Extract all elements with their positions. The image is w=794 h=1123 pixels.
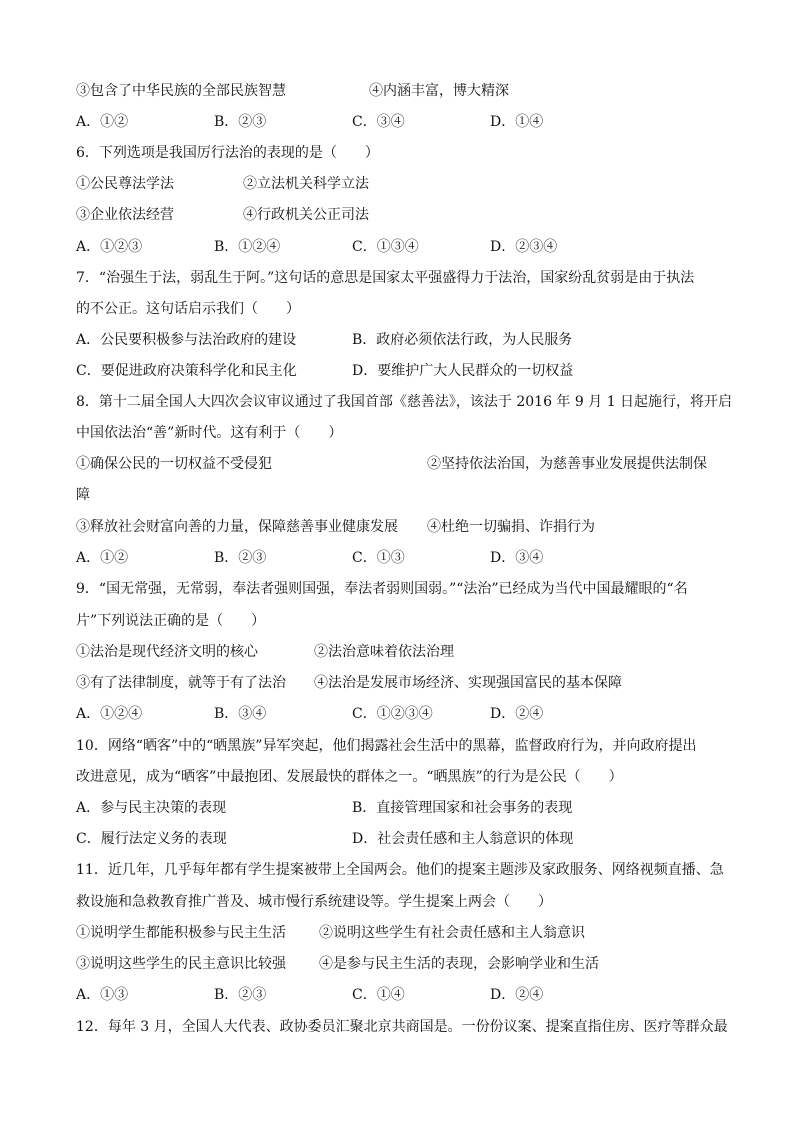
q9-item-3: ③有了法律制度，就等于有了法治 bbox=[76, 675, 286, 691]
q7-option-d: D．要维护广大人民群众的一切权益 bbox=[352, 363, 574, 379]
q9-item-4: ④法治是发展市场经济、实现强国富民的基本保障 bbox=[314, 675, 622, 691]
q10-option-b: B．直接管理国家和社会事务的表现 bbox=[352, 800, 573, 816]
q10-stem-line-2: 改进意见，成为“晒客”中最抱团、发展最快的群体之一。“晒黑族”的行为是公民（ ） bbox=[76, 769, 623, 785]
q9-option-a: A．①②④ bbox=[76, 706, 143, 722]
q10-option-d: D．社会责任感和主人翁意识的体现 bbox=[352, 831, 574, 847]
q6-option-c: C．①③④ bbox=[352, 239, 419, 255]
q8-item-2-continued: 障 bbox=[76, 487, 90, 503]
q8-item-1: ①确保公民的一切权益不受侵犯 bbox=[76, 456, 272, 472]
q6-item-3: ③企业依法经营 bbox=[76, 207, 174, 223]
q10-stem-line-1: 10．网络“晒客”中的“晒黑族”异军突起，他们揭露社会生活中的黑幕，监督政府行为，并向政府提出 bbox=[76, 738, 697, 754]
q11-stem-line-1: 11．近几年，几乎每年都有学生提案被带上全国两会。他们的提案主题涉及家政服务、网络视频直播、急 bbox=[76, 862, 724, 878]
q6-item-4: ④行政机关公正司法 bbox=[243, 207, 369, 223]
q5-item-4: ④内涵丰富，博大精深 bbox=[369, 83, 509, 99]
q8-option-b: B．②③ bbox=[214, 550, 267, 566]
q9-option-c: C．①②③④ bbox=[352, 706, 433, 722]
q8-item-4: ④杜绝一切骗捐、诈捐行为 bbox=[427, 519, 595, 535]
q11-option-c: C．①④ bbox=[352, 987, 405, 1003]
q6-option-a: A．①②③ bbox=[76, 239, 143, 255]
q11-stem-line-2: 救设施和急救教育推广普及、城市慢行系统建设等。学生提案上两会（ ） bbox=[76, 894, 552, 910]
q7-stem-line-2: 的不公正。这句话启示我们（ ） bbox=[76, 301, 300, 317]
q9-item-1: ①法治是现代经济文明的核心 bbox=[76, 644, 258, 660]
q8-stem-line-2: 中国依法治“善”新时代。这有利于（ ） bbox=[76, 425, 343, 441]
q8-item-3: ③释放社会财富向善的力量，保障慈善事业健康发展 bbox=[76, 519, 398, 535]
q8-option-d: D．③④ bbox=[490, 550, 544, 566]
q8-option-c: C．①③ bbox=[352, 550, 405, 566]
q5-option-b: B．②③ bbox=[214, 114, 267, 130]
q11-option-d: D．②④ bbox=[490, 987, 544, 1003]
q6-item-1: ①公民尊法学法 bbox=[76, 176, 174, 192]
q10-option-a: A．参与民主决策的表现 bbox=[76, 800, 227, 816]
q6-item-2: ②立法机关科学立法 bbox=[243, 176, 369, 192]
q5-item-3: ③包含了中华民族的全部民族智慧 bbox=[76, 83, 286, 99]
q7-option-c: C．要促进政府决策科学化和民主化 bbox=[76, 363, 297, 379]
q11-item-1: ①说明学生都能积极参与民主生活 bbox=[76, 925, 286, 941]
q8-option-a: A．①② bbox=[76, 550, 129, 566]
q11-item-3: ③说明这些学生的民主意识比较强 bbox=[76, 956, 286, 972]
q6-option-d: D．②③④ bbox=[490, 239, 558, 255]
q12-stem-line-1: 12．每年 3 月，全国人大代表、政协委员汇聚北京共商国是。一份份议案、提案直指住房、医疗等群众最 bbox=[76, 1019, 728, 1035]
q11-option-b: B．②③ bbox=[214, 987, 267, 1003]
q9-stem-line-2: 片”下列说法正确的是（ ） bbox=[76, 613, 266, 629]
q11-item-2: ②说明这些学生有社会责任感和主人翁意识 bbox=[319, 925, 585, 941]
q10-option-c: C．履行法定义务的表现 bbox=[76, 831, 227, 847]
q7-stem-line-1: 7．“治强生于法，弱乱生于阿。”这句话的意思是国家太平强盛得力于法治，国家纷乱贫弱是由于执法 bbox=[76, 270, 695, 286]
q11-item-4: ④是参与民主生活的表现，会影响学业和生活 bbox=[319, 956, 599, 972]
q7-option-a: A．公民要积极参与法治政府的建设 bbox=[76, 332, 297, 348]
q9-option-b: B．③④ bbox=[214, 706, 267, 722]
q7-option-b: B．政府必须依法行政，为人民服务 bbox=[352, 332, 573, 348]
q9-stem-line-1: 9．“国无常强，无常弱，奉法者强则国强，奉法者弱则国弱。”“法治”已经成为当代中国最耀眼的“名 bbox=[76, 581, 688, 597]
q8-item-2: ②坚持依法治国，为慈善事业发展提供法制保 bbox=[427, 456, 707, 472]
q11-option-a: A．①③ bbox=[76, 987, 129, 1003]
q5-option-d: D．①④ bbox=[490, 114, 544, 130]
q8-stem-line-1: 8．第十二届全国人大四次会议审议通过了我国首部《慈善法》，该法于 2016 年 9 月 1 日起施行，将开启 bbox=[76, 394, 733, 410]
q9-option-d: D．②④ bbox=[490, 706, 544, 722]
q6-option-b: B．①②④ bbox=[214, 239, 281, 255]
q5-option-c: C．③④ bbox=[352, 114, 405, 130]
q6-stem: 6．下列选项是我国厉行法治的表现的是（ ） bbox=[76, 145, 379, 161]
q9-item-2: ②法治意味着依法治理 bbox=[314, 644, 454, 660]
q5-option-a: A．①② bbox=[76, 114, 129, 130]
